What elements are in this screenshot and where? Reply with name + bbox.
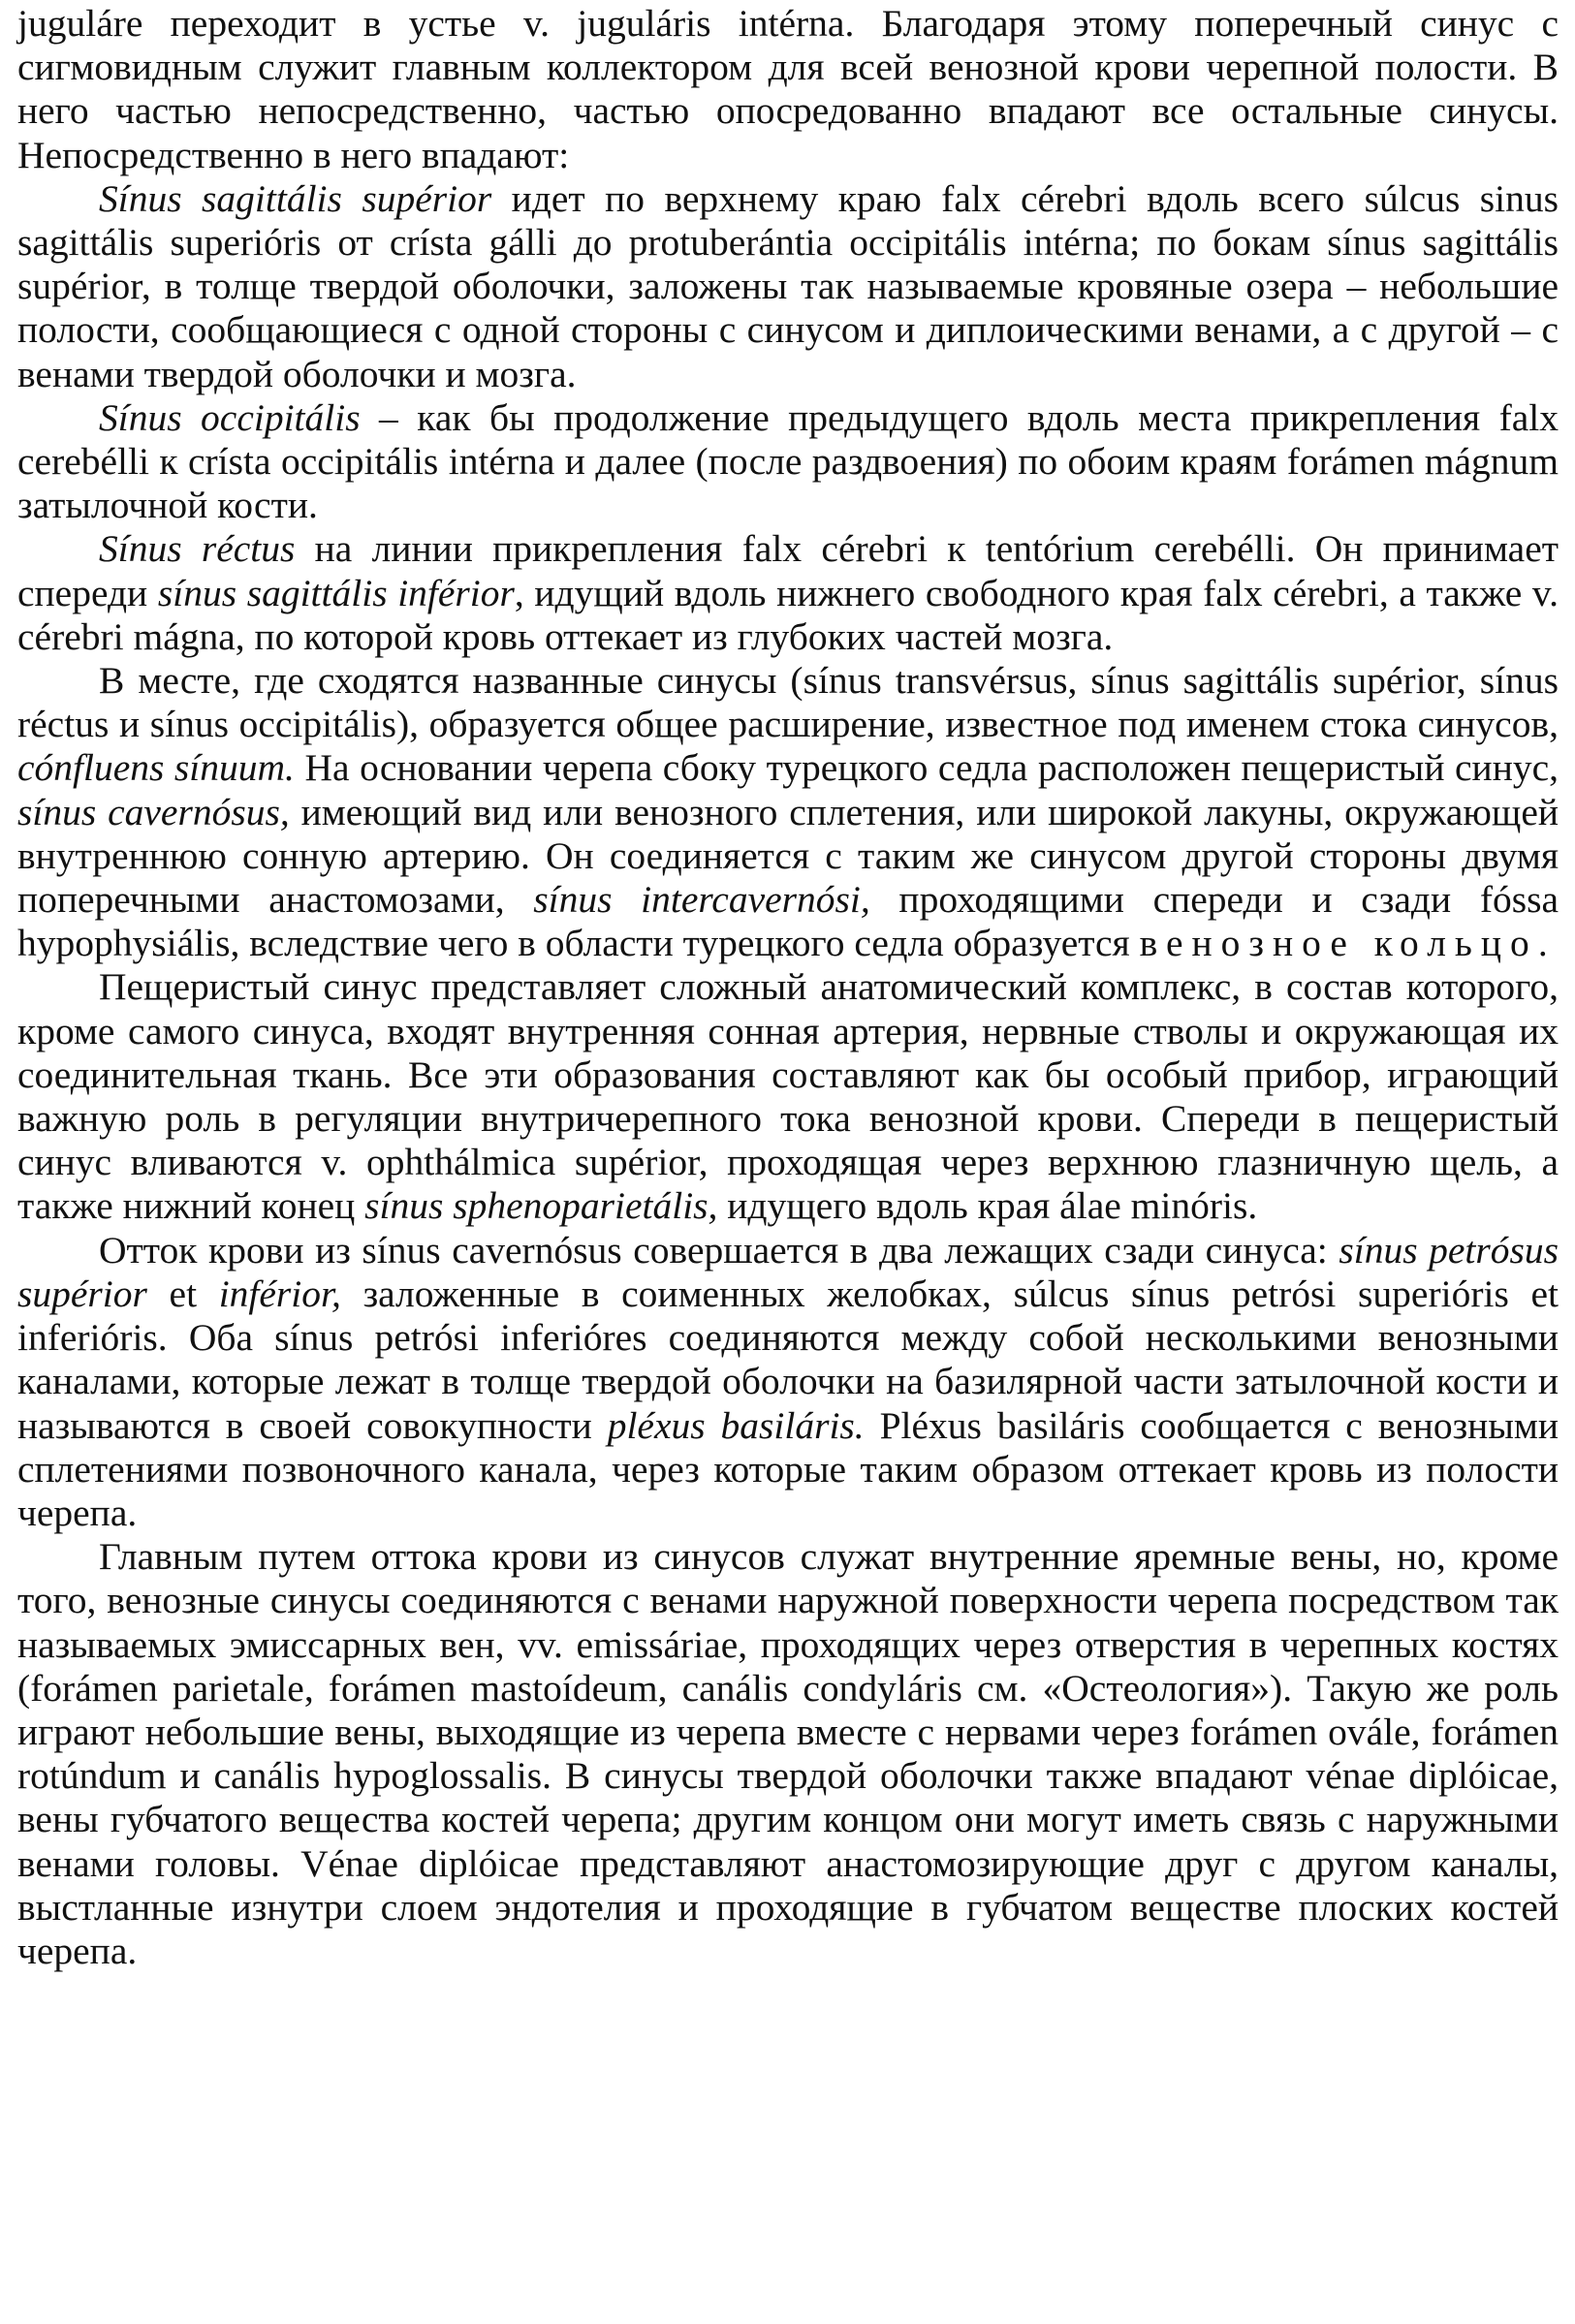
text-run: Pléxus basiláris сообщается с венозными сплетениями позвоночного канала, через которые таким образом оттекает кровь из полости черепа.	[17, 1403, 1559, 1534]
text-run: В месте, где сходятся названные синусы (sínus transvérsus, sínus sagittális supérior, sínus réctus и sínus occipitális), образуется общее расширение, известное под именем стока синусов,	[17, 659, 1559, 746]
italic-term: sínus intercavernósi,	[533, 878, 870, 922]
italic-term: sínus sagittális inférior	[157, 571, 515, 614]
italic-term: sínus sphenoparietális,	[364, 1184, 718, 1228]
paragraph-4	[17, 659, 1559, 965]
text-run: имеющий вид или венозного сплетения, или широкой лакуны, окружающей внутреннюю сонную артерию. Он соединяется с таким же синусом другой стороны двумя поперечными анастомозами,	[17, 790, 1559, 922]
text-page	[17, 2, 1559, 1973]
text-run: идет по верхнему краю falx cérebri вдоль всего súlcus sinus sagittális superióris от crísta gálli до protuberántia occipitális intérna; по бокам sínus sagittális supérior, в толще твердой оболочки, заложены так называемые кровяные озера – небольшие полости, сообщающиеся с одной стороны с синусом и диплоическими венами, а с другой – с венами твердой оболочки и мозга.	[17, 176, 1559, 395]
italic-term: inférior,	[218, 1272, 341, 1315]
paragraph-5	[17, 965, 1559, 1228]
italic-term: sínus cavernósus,	[17, 790, 290, 833]
text-run: заложенные в соименных желобках, súlcus sínus petrósi superióris et inferióris. Оба sínus petrósi inferióres соединяются между собой несколькими венозными каналами, которые лежат в толще твердой оболочки на базилярной части затылочной кости и называются в своей совокупности	[17, 1272, 1559, 1447]
paragraph-3	[17, 527, 1559, 659]
paragraph-2	[17, 396, 1559, 528]
text-run: Пещеристый синус представляет сложный анатомический комплекс, в состав которого, кроме самого синуса, входят внутренняя сонная артерия, нервные стволы и окружающая их соединительная ткань. Все эти образования составляют как бы особый прибор, играющий важную роль в регуляции внутричерепного тока венозной крови. Спереди в пещеристый синус вливаются v. ophthálmica supérior, проходящая через верхнюю глазничную щель, а также нижний конец	[17, 965, 1559, 1228]
paragraph-6	[17, 1229, 1559, 1535]
spaced-term: венозное кольцо	[1139, 922, 1538, 965]
text-run: На основании черепа сбоку турецкого седла расположен пещеристый синус,	[294, 746, 1559, 790]
italic-term: pléxus basiláris.	[607, 1403, 865, 1447]
text-run: Главным путем оттока крови из синусов служат внутренние яремные вены, но, кроме того, венозные синусы соединяются с венами наружной поверхности черепа посредством так называемых эмиссарных вен, vv. emissáriae, проходящих через отверстия в черепных костях (forámen parietale, forámen mastoídeum, canális condyláris см. «Остеология»). Такую же роль играют небольшие вены, выходящие из черепа вместе с нервами через forámen ovále, forámen rotúndum и canális hypoglossalis. В синусы твердой оболочки также впадают vénae diplóicae, вены губчатого вещества костей черепа; другим концом они могут иметь связь с наружными венами головы. Vénae diplóicae представляют анастомозирующие друг с другом каналы, выстланные изнутри слоем эндотелия и проходящие в губчатом веществе плоских костей черепа.	[17, 1535, 1559, 1972]
text-run: .	[1537, 922, 1548, 965]
italic-term: cónfluens sínuum.	[17, 746, 295, 790]
italic-term: sínus petrósus supérior	[17, 1228, 1559, 1315]
italic-term: Sínus occipitális	[99, 395, 361, 439]
paragraph-1	[17, 177, 1559, 396]
text-run: Отток крови из sínus cavernósus совершается в два лежащих сзади синуса:	[99, 1228, 1339, 1272]
text-run: идущего вдоль края álae minóris.	[717, 1184, 1258, 1228]
text-run: на линии прикрепления falx cérebri к tentórium cerebélli. Он принимает спереди	[17, 527, 1559, 614]
text-run: , идущий вдоль нижнего свободного края falx cérebri, а также v. cérebri mágna, по которой кровь оттекает из глубоких частей мозга.	[17, 571, 1559, 658]
text-run: проходящими спереди и сзади fóssa hypophysiális, вследствие чего в области турецкого седла образуется	[17, 878, 1559, 965]
italic-term: Sínus sagittális supérior	[99, 176, 492, 220]
paragraph-0	[17, 2, 1559, 177]
paragraph-7	[17, 1535, 1559, 1973]
text-run: – как бы продолжение предыдущего вдоль места прикрепления falx cerebélli к crísta occipitális intérna и далее (после раздвоения) по обоим краям forámen mágnum затылочной кости.	[17, 395, 1559, 527]
text-run: juguláre переходит в устье v. juguláris intérna. Благодаря этому поперечный синус с сигмовидным служит главным коллектором для всей венозной крови черепной полости. В него частью непосредственно, частью опосредованно впадают все остальные синусы. Непосредственно в него впадают:	[17, 2, 1559, 176]
italic-term: Sínus réctus	[99, 527, 296, 571]
text-run: et	[146, 1272, 219, 1315]
